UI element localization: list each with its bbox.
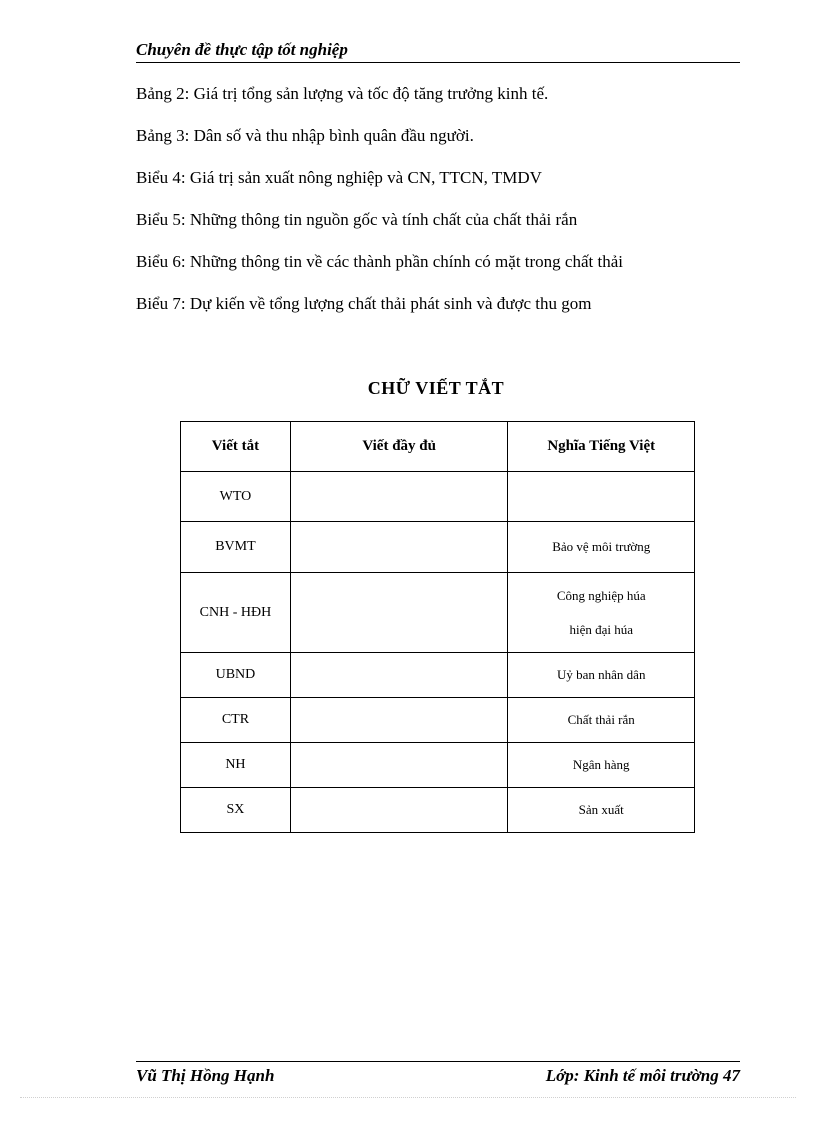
table-row — [181, 472, 695, 522]
full-cell — [290, 788, 508, 833]
footer-class: Lớp: Kinh tế môi trường 47 — [545, 1066, 740, 1085]
table-row — [181, 522, 695, 573]
meaning-cell: Sản xuất — [508, 788, 695, 833]
list-item: Bảng 2: Giá trị tổng sản lượng và tốc độ tăng trưởng kinh tế. — [136, 84, 549, 103]
footer-author: Vũ Thị Hồng Hạnh — [136, 1066, 275, 1085]
table-row — [181, 743, 695, 788]
page-footer — [136, 1061, 740, 1090]
full-cell — [290, 573, 508, 653]
column-header: Viết tắt — [181, 422, 291, 472]
abbr-cell: CTR — [181, 698, 291, 743]
meaning-cell: Bảo vệ môi trường — [508, 522, 695, 573]
meaning-cell — [508, 472, 695, 522]
section-title: CHỮ VIẾT TẮT — [367, 378, 505, 398]
page-header — [136, 38, 740, 63]
meaning-cell: Chất thải rắn — [508, 698, 695, 743]
list-item: Bảng 3: Dân số và thu nhập bình quân đầu người. — [136, 126, 474, 145]
meaning-line: hiện đại húa — [569, 621, 633, 637]
list-item: Biểu 6: Những thông tin về các thành phần chính có mặt trong chất thải — [136, 252, 623, 271]
column-header: Nghĩa Tiếng Việt — [508, 422, 695, 472]
list-item: Biểu 7: Dự kiến về tổng lượng chất thải phát sinh và được thu gom — [136, 294, 592, 313]
abbr-cell: UBND — [181, 653, 291, 698]
abbr-cell: CNH - HĐH — [181, 573, 291, 653]
abbreviation-table — [180, 421, 695, 833]
table-row — [181, 653, 695, 698]
column-header: Viết đầy đủ — [290, 422, 508, 472]
list-item: Biểu 5: Những thông tin nguồn gốc và tính chất của chất thải rắn — [136, 210, 578, 229]
abbr-cell: NH — [181, 743, 291, 788]
full-cell — [290, 698, 508, 743]
abbr-cell: WTO — [181, 472, 291, 522]
table-row — [181, 573, 695, 653]
table-header-row — [181, 422, 695, 472]
header-title: Chuyên đề thực tập tốt nghiệp — [136, 40, 348, 59]
meaning-cell: Ngân hàng — [508, 743, 695, 788]
table-row — [181, 698, 695, 743]
full-cell — [290, 743, 508, 788]
meaning-cell: Uỷ ban nhân dân — [508, 653, 695, 698]
full-cell — [290, 472, 508, 522]
page-bottom-divider — [20, 1097, 796, 1098]
list-item: Biểu 4: Giá trị sản xuất nông nghiệp và CN, TTCN, TMDV — [136, 168, 542, 187]
meaning-cell — [508, 573, 695, 653]
full-cell — [290, 653, 508, 698]
table-list — [136, 84, 756, 336]
abbr-cell: SX — [181, 788, 291, 833]
abbr-cell: BVMT — [181, 522, 291, 573]
table-row — [181, 788, 695, 833]
meaning-line: Công nghiệp húa — [556, 587, 646, 603]
full-cell — [290, 522, 508, 573]
